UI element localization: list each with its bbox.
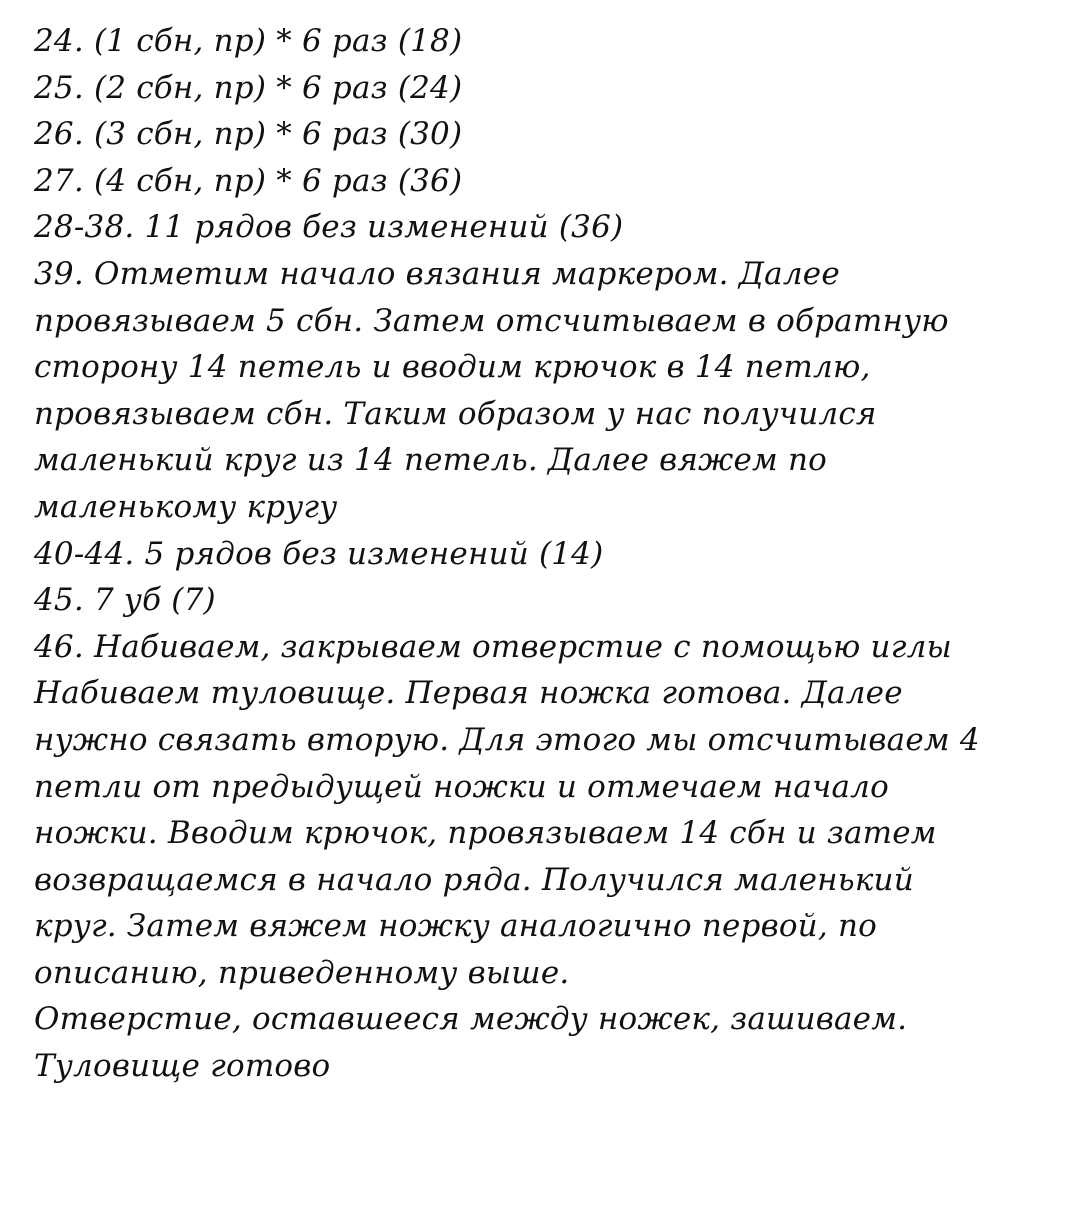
row-46-line-3: нужно связать вторую. Для этого мы отсчитываем 4 bbox=[34, 721, 980, 758]
row-46-line-1: 46. Набиваем, закрываем отверстие с помощью иглы bbox=[34, 628, 952, 665]
row-46-line-7: круг. Затем вяжем ножку аналогично первой, по bbox=[34, 908, 877, 945]
row-24: 24. (1 сбн, пр) * 6 раз (18) bbox=[34, 23, 463, 59]
row-46-line-2: Набиваем туловище. Первая ножка готова. Далее bbox=[34, 675, 903, 712]
row-25: 25. (2 сбн, пр) * 6 раз (24) bbox=[34, 69, 463, 106]
row-26: 26. (3 сбн, пр) * 6 раз (30) bbox=[34, 116, 463, 153]
row-39-line-1: 39. Отметим начало вязания маркером. Далее bbox=[34, 255, 840, 292]
closing-line-2: Туловище готово bbox=[34, 1048, 331, 1085]
rows-40-44: 40-44. 5 рядов без изменений (14) bbox=[34, 535, 604, 572]
row-46-line-4: петли от предыдущей ножки и отмечаем начало bbox=[34, 768, 889, 805]
row-39-line-2: провязываем 5 сбн. Затем отсчитываем в обратную bbox=[34, 302, 949, 339]
row-39-line-5: маленький круг из 14 петель. Далее вяжем по bbox=[34, 442, 828, 479]
row-39-line-6: маленькому кругу bbox=[34, 488, 338, 525]
pattern-text bbox=[34, 18, 1044, 1090]
row-27: 27. (4 сбн, пр) * 6 раз (36) bbox=[34, 162, 463, 199]
row-46-line-8: описанию, приведенному выше. bbox=[34, 954, 570, 991]
rows-28-38: 28-38. 11 рядов без изменений (36) bbox=[34, 209, 624, 246]
row-45: 45. 7 уб (7) bbox=[34, 582, 216, 619]
row-39-line-3: сторону 14 петель и вводим крючок в 14 петлю, bbox=[34, 349, 871, 386]
row-46-line-5: ножки. Вводим крючок, провязываем 14 сбн и затем bbox=[34, 815, 937, 852]
closing-line-1: Отверстие, оставшееся между ножек, зашиваем. bbox=[34, 1001, 908, 1038]
row-46-line-6: возвращаемся в начало ряда. Получился маленький bbox=[34, 861, 914, 898]
row-39-line-4: провязываем сбн. Таким образом у нас получился bbox=[34, 395, 877, 432]
